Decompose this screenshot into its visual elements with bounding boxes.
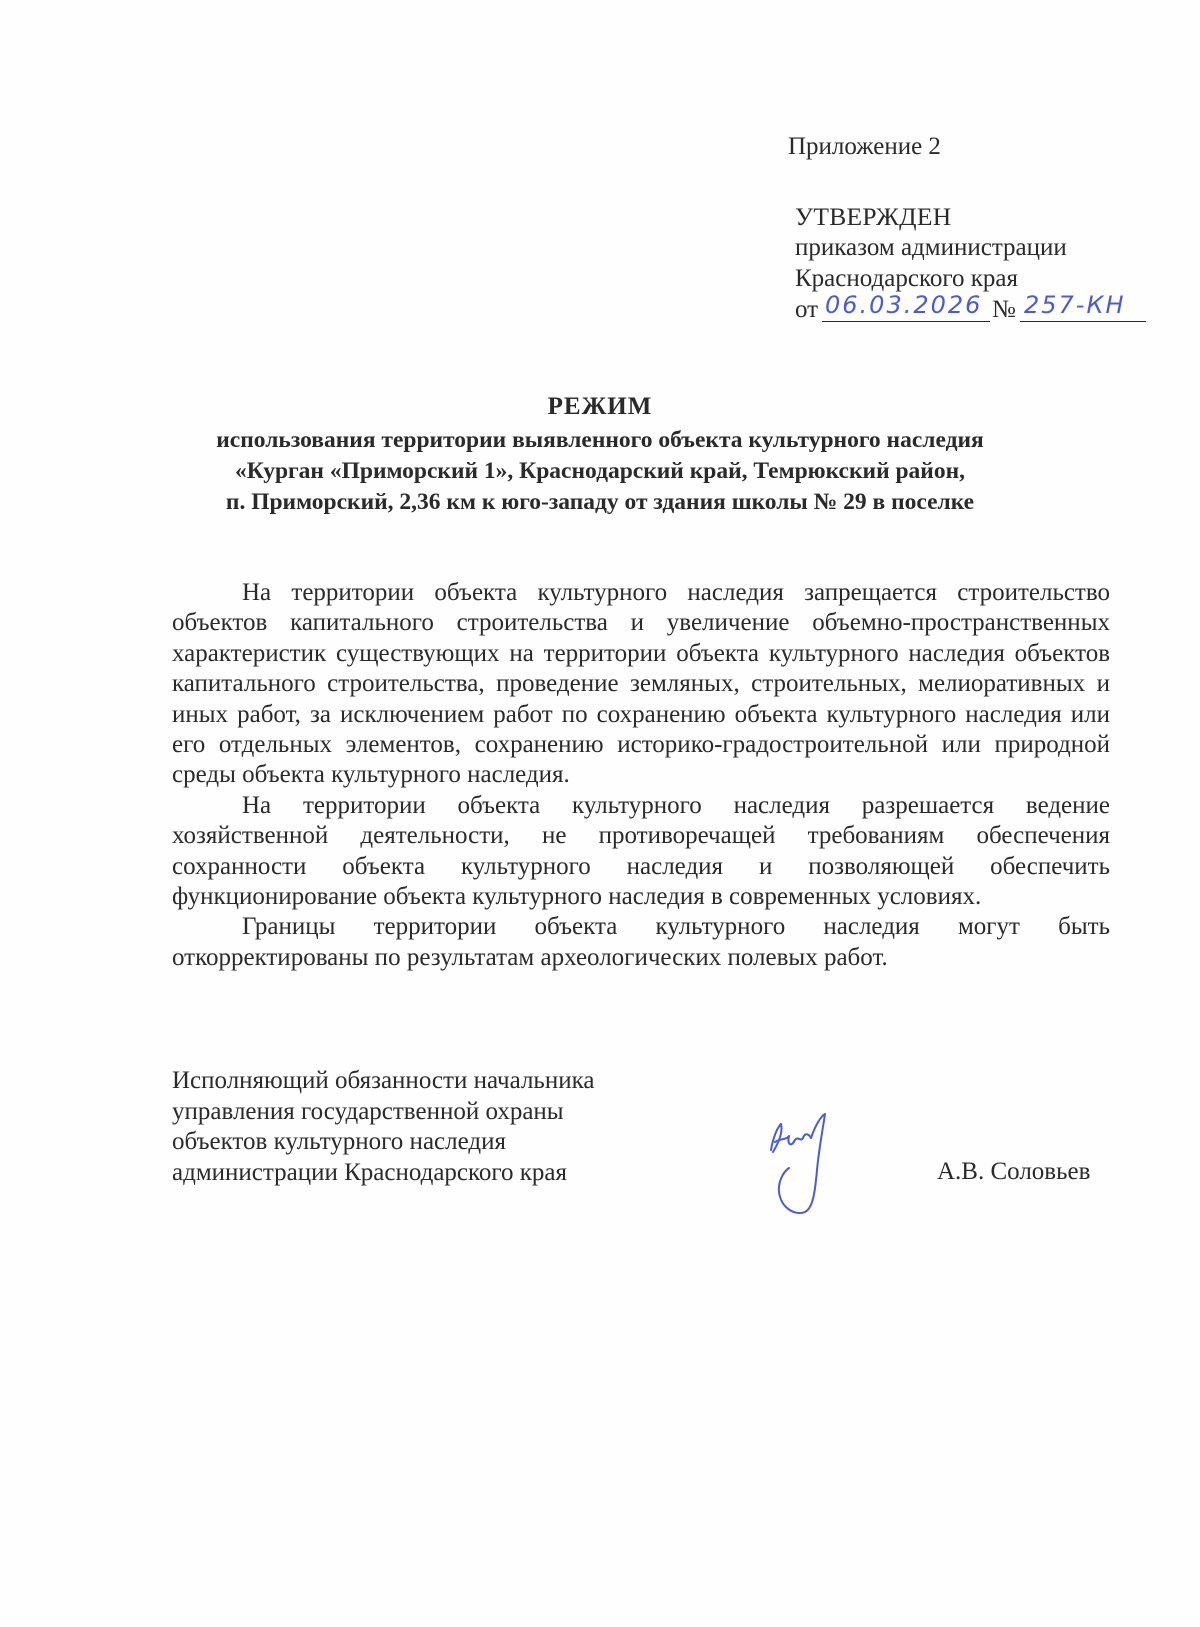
order-number-handwritten: 257-КН bbox=[1024, 291, 1126, 319]
signer-name: А.В. Соловьев bbox=[937, 1158, 1091, 1185]
signer-position-line: администрации Краснодарского края bbox=[172, 1158, 568, 1186]
document-body bbox=[172, 578, 1110, 973]
order-date-number bbox=[795, 291, 1126, 325]
order-date-handwritten: 06.03.2026 bbox=[825, 291, 983, 319]
body-paragraph: На территории объекта культурного наследия запрещается строительство объектов капитального строительства и увеличение объемно-пространственных характеристик существующих на территории объекта культурного наследия объектов капитального строительства, проведение земляных, строительных, мелиоративных и иных работ, за исключением работ по сохранению объекта культурного наследия или его отдельных элементов, сохранению историко-градостроительной или природной среды объекта культурного наследия. bbox=[172, 579, 1110, 789]
signer-position bbox=[172, 1066, 594, 1188]
approval-block bbox=[795, 201, 1126, 325]
approved-label: УТВЕРЖДЕН bbox=[795, 202, 952, 231]
subtitle-line: п. Приморский, 2,36 км к юго-западу от здания школы № 29 в поселке bbox=[225, 489, 975, 515]
signer-position-line: объектов культурного наследия bbox=[172, 1128, 506, 1155]
signer-position-line: Исполняющий обязанности начальника bbox=[172, 1067, 595, 1094]
appendix-label: Приложение 2 bbox=[788, 133, 941, 160]
approval-by-order: приказом администрации bbox=[795, 234, 1067, 261]
subtitle-line: «Курган «Приморский 1», Краснодарский край, Темрюкский район, bbox=[234, 458, 966, 484]
order-date-prefix: от bbox=[795, 296, 819, 323]
handwritten-signature bbox=[765, 1108, 845, 1236]
order-number-underline bbox=[1020, 321, 1146, 322]
body-paragraph: Границы территории объекта культурного наследия могут быть откорректированы по результатам археологических полевых работ. bbox=[172, 913, 1110, 971]
approval-region: Краснодарского края bbox=[795, 265, 1018, 292]
order-date-underline bbox=[822, 321, 990, 322]
order-number-prefix: № bbox=[992, 296, 1016, 323]
signer-position-line: управления государственной охраны bbox=[172, 1097, 564, 1125]
body-paragraph: На территории объекта культурного наследия разрешается ведение хозяйственной деятельности, не противоречащей требованиям обеспечения сохранности объекта культурного наследия и позволяющей обеспечить функционирование объекта культурного наследия в современных условиях. bbox=[172, 791, 1110, 911]
document-subtitle bbox=[120, 425, 1080, 518]
document-title: РЕЖИМ bbox=[547, 393, 653, 420]
subtitle-line: использования территории выявленного объекта культурного наследия bbox=[216, 427, 984, 453]
